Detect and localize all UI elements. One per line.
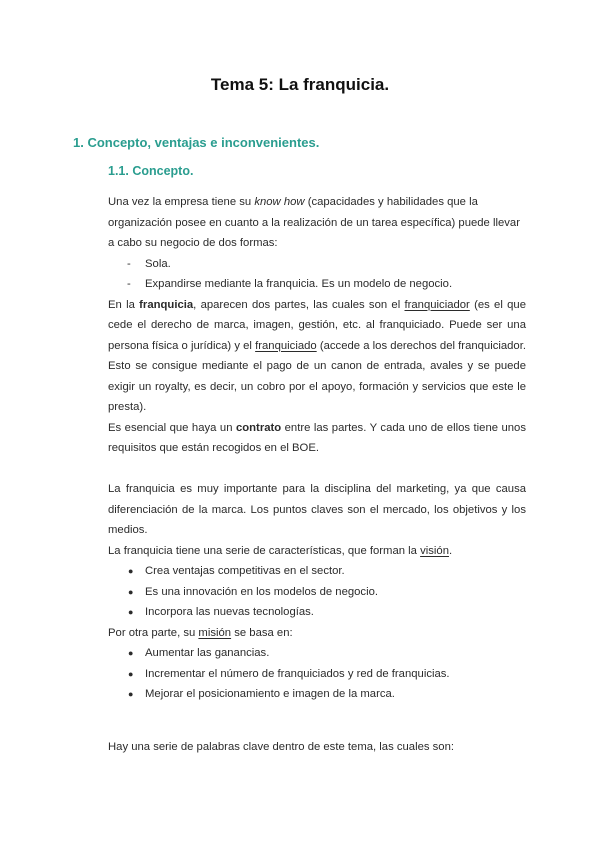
bullet-marker: ● (128, 586, 134, 597)
bullet-marker: ● (128, 566, 134, 576)
paragraph-keywords: Hay una serie de palabras clave dentro de este tema, las cuales son: (108, 740, 455, 753)
bullet-marker: ● (128, 648, 134, 658)
dash-marker: - (127, 278, 131, 290)
document-title: Tema 5: La franquicia. (210, 75, 390, 94)
paragraph-vision: La franquicia tiene una serie de características, que forman la visión. (108, 544, 453, 557)
bullet-marker: ● (128, 668, 134, 679)
mision-list (108, 643, 526, 705)
vision-list (108, 561, 526, 623)
subsection-heading: 1.1. Concepto. (108, 164, 194, 178)
list-item: ● Mejorar el posicionamiento e imagen de la marca. (108, 684, 526, 705)
bullet-marker: ● (128, 607, 134, 617)
dash-list (108, 254, 526, 295)
paragraph-franquicia: En la franquicia, aparecen dos partes, las cuales son el franquiciador (es el que cede el derecho de marca, imagen, gestión, etc. al franquiciado. Puede ser una persona física o jurídica) y el franquiciado (accede a los derechos del franquiciador. Esto se consigue mediante el pago de un canon de entrada, avales y se puede exigir un royalty, es decir, un cobro por el apoyo, formación y servicios que este le presta). (108, 298, 526, 413)
paragraph-mision: Por otra parte, su misión se basa en: (108, 626, 293, 639)
franquiciado-term: franquiciado (255, 339, 317, 352)
list-item: ● Incorpora las nuevas tecnologías. (108, 602, 526, 623)
franquiciador-term: franquiciador (404, 298, 470, 311)
list-item: ● Aumentar las ganancias. (108, 643, 526, 664)
paragraph-know-how: Una vez la empresa tiene su know how (capacidades y habilidades que la organización posee en cuanto a la realización de un tarea específica) puede llevar a cabo su negocio de dos formas: (108, 196, 520, 249)
paragraph-contrato: Es esencial que haya un contrato entre las partes. Y cada uno de ellos tiene unos requisitos que están recogidos en el BOE. (108, 421, 526, 454)
dash-marker: - (127, 257, 131, 270)
vision-term: visión (420, 544, 449, 557)
paragraph-spacer (108, 459, 526, 480)
list-item: - Expandirse mediante la franquicia. Es un modelo de negocio. (108, 274, 526, 295)
paragraph-spacer (108, 705, 526, 737)
section-heading: 1. Concepto, ventajas e inconvenientes. (73, 135, 320, 150)
list-item: - Sola. (108, 254, 526, 275)
know-how-term: know how (254, 196, 305, 208)
paragraph-marketing: La franquicia es muy importante para la disciplina del marketing, ya que causa diferenciación de la marca. Los puntos claves son el mercado, los objetivos y los medios. (108, 483, 526, 536)
document-body (108, 192, 526, 757)
franquicia-term: franquicia (139, 298, 194, 311)
list-item: ● Incrementar el número de franquiciados y red de franquicias. (108, 664, 526, 685)
contrato-term: contrato (235, 421, 282, 434)
list-item: ● Es una innovación en los modelos de negocio. (108, 582, 526, 603)
mision-term: misión (198, 626, 232, 639)
bullet-marker: ● (128, 689, 134, 699)
list-item: ● Crea ventajas competitivas en el sector. (108, 561, 526, 582)
